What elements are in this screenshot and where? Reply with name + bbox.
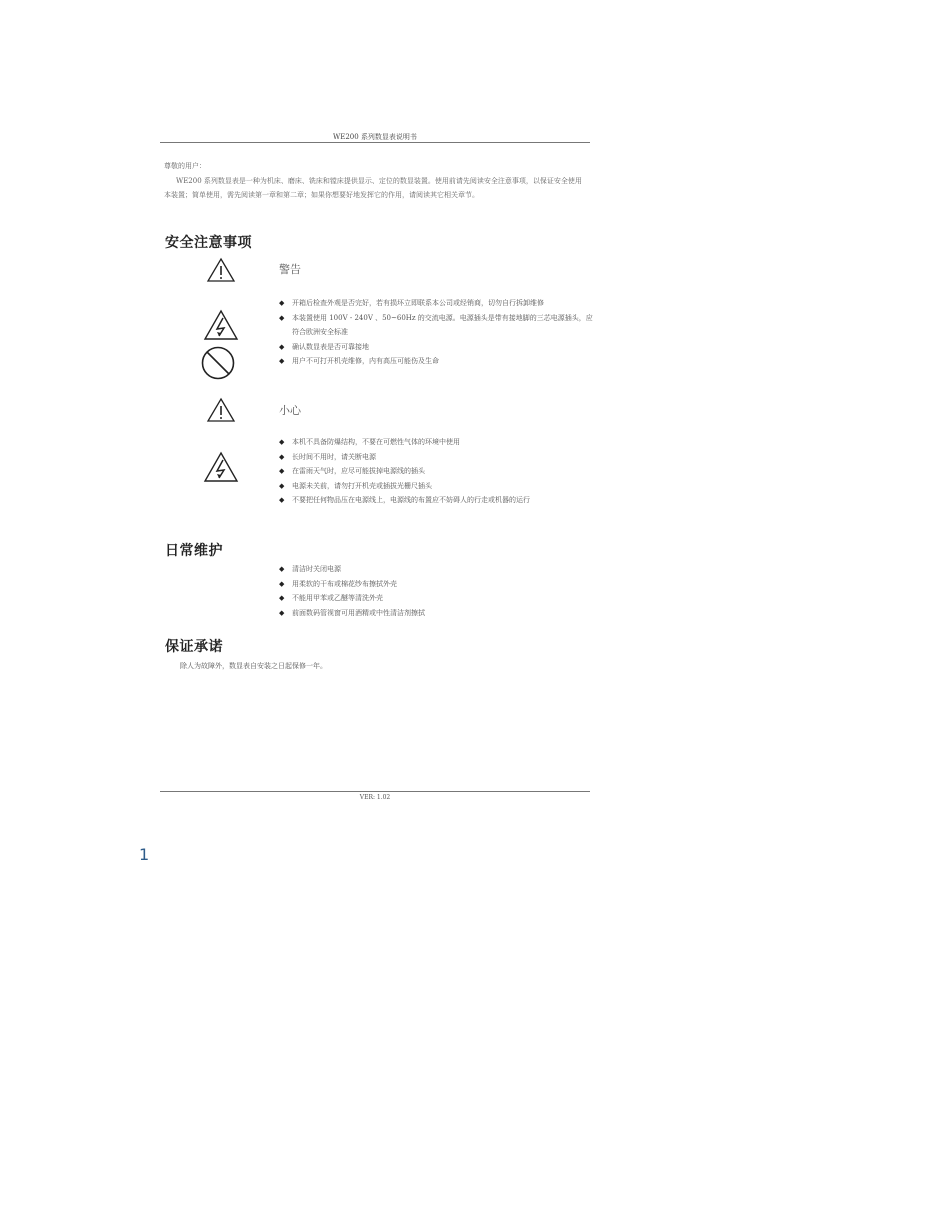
list-item: ◆ 本机不具备防爆结构，不要在可燃性气体的环境中使用 [279,435,594,450]
warranty-text: 除人为故障外，数显表自安装之日起保修一年。 [180,662,327,670]
safety-heading: 安全注意事项 [165,235,252,251]
maintenance-heading: 日常维护 [165,543,223,559]
list-item: ◆ 在雷雨天气时，应尽可能拔掉电源线的插头 [279,464,594,479]
list-item: ◆ 不能用甲苯或乙醚等清洗外壳 [279,591,594,606]
warning-list [279,296,594,369]
list-item: ◆ 清洁时关闭电源 [279,562,594,577]
list-item: ◆ 用柔软的干布或棉花纱布擦拭外壳 [279,577,594,592]
page-number: 1 [139,845,150,864]
list-item: ◆ 前面数码管视窗可用酒精或中性清洁剂擦拭 [279,606,594,621]
footer-rule [160,791,590,792]
maintenance-list [279,562,594,620]
list-item: ◆ 开箱后检查外观是否完好，若有损坏立即联系本公司或经销商，切勿自行拆卸维修 [279,296,594,311]
list-item: ◆ 本装置使用 100V - 240V 、50~60Hz 的交流电源。电源插头是带有接地脚的三芯电源插头，应符合欧洲安全标准 [279,311,594,340]
list-item: ◆ 用户不可打开机壳维修，内有高压可能伤及生命 [279,354,594,369]
intro-paragraph [164,159,588,203]
scanned-manual-page [160,125,593,805]
caution-list [279,435,594,508]
list-item: ◆ 不要把任何物品压在电源线上，电源线的布置应不妨碍人的行走或机器的运行 [279,493,594,508]
caution-label: 小心 [279,404,301,417]
version-label: VER: 1.02 [359,794,391,801]
caution-triangle-icon [206,397,236,423]
running-header: WE200 系列数显表说明书 [333,133,417,141]
list-item: ◆ 电源未关前，请勿打开机壳或插拔光栅尺插头 [279,479,594,494]
high-voltage-icon [203,309,239,341]
warranty-heading: 保证承诺 [165,639,223,655]
list-item: ◆ 确认数显表是否可靠接地 [279,340,594,355]
warning-triangle-icon [206,257,236,283]
list-item: ◆ 长时间不用时，请关断电源 [279,450,594,465]
warning-label: 警告 [279,263,301,276]
header-rule [160,142,590,143]
prohibition-icon [200,345,236,381]
salutation: 尊敬的用户： [164,162,206,170]
intro-body: WE200 系列数显表是一种为机床、磨床、铣床和镗床提供显示、定位的数显装置。使用前请先阅读安全注意事项，以保证安全使用本装置；简单使用，需先阅读第一章和第二章；如果你想要好地发挥它的作用，请阅读其它相关章节。 [164,176,582,199]
high-voltage-icon [203,451,239,483]
